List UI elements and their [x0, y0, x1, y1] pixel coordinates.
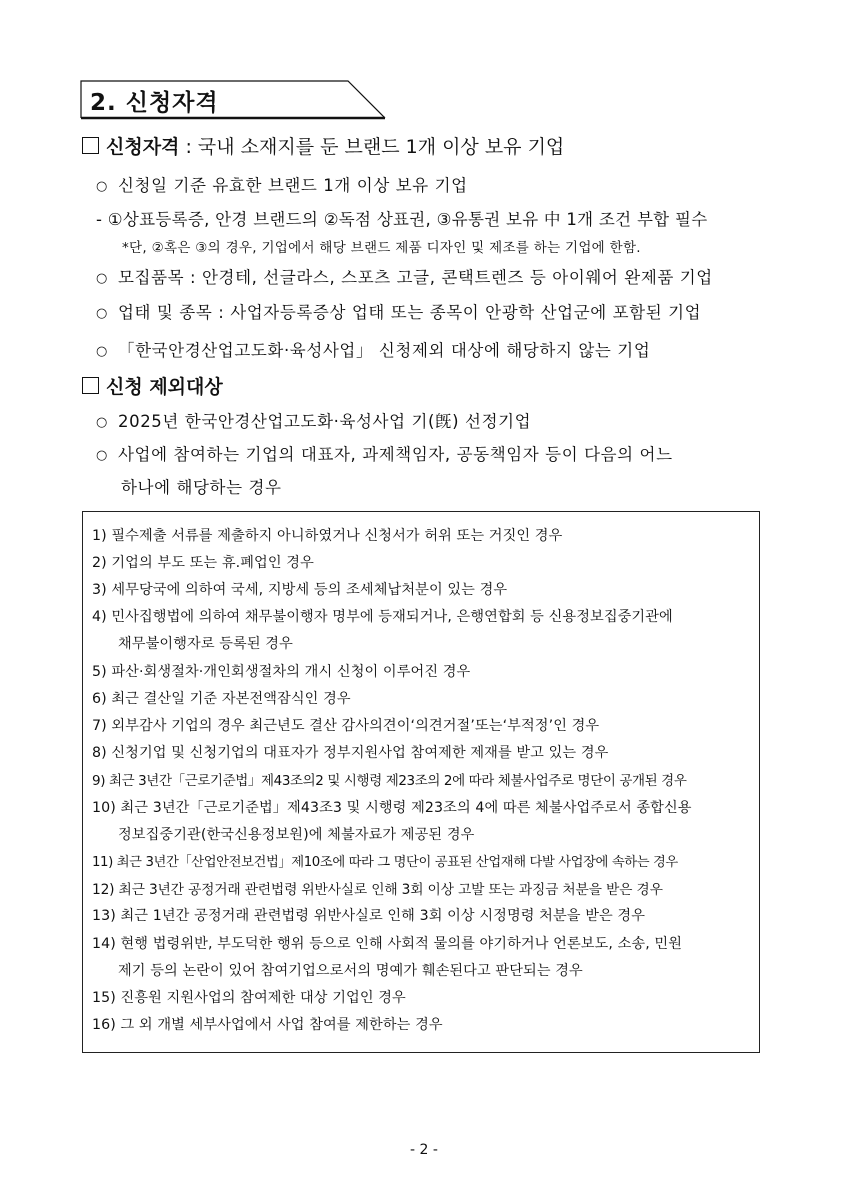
exclusion-case: 4) 민사집행법에 의하여 채무불이행자 명부에 등재되거나, 은행연합회 등 신용정보집중기관에 [92, 609, 673, 625]
exclusion-case: 7) 외부감사 기업의 경우 최근년도 결산 감사의견이‘의견거절’또는‘부적정’인 경우 [92, 718, 600, 734]
exclusion-case: 8) 신청기업 및 신청기업의 대표자가 정부지원사업 참여제한 제재를 받고 있는 경우 [92, 745, 609, 761]
exclusion-item-text: 사업에 참여하는 기업의 대표자, 과제책임자, 공동책임자 등이 다음의 어느 [118, 445, 673, 464]
eligibility-heading [82, 132, 564, 159]
eligibility-item [96, 299, 701, 323]
circle-bullet-icon: ○ [96, 306, 108, 321]
exclusion-item-continuation: 하나에 해당하는 경우 [121, 478, 282, 497]
exclusion-case: 15) 진흥원 지원사업의 참여제한 대상 기업인 경우 [92, 990, 406, 1006]
exclusion-item-text: 2025년 한국안경산업고도화·육성사업 기(旣) 선정기업 [118, 412, 532, 431]
checkbox-square-icon [82, 377, 99, 394]
exclusion-case: 10) 최근 3년간「근로기준법」제43조3 및 시행령 제23조의 4에 따른 체불사업주로서 종합신용 [92, 800, 692, 816]
exclusion-case: 9) 최근 3년간「근로기준법」제43조의2 및 시행령 제23조의 2에 따라 체불사업주로 명단이 공개된 경우 [92, 773, 687, 789]
eligibility-item-text: 신청일 기준 유효한 브랜드 1개 이상 보유 기업 [118, 176, 468, 195]
circle-bullet-icon: ○ [96, 271, 108, 286]
eligibility-item [96, 264, 713, 288]
circle-bullet-icon: ○ [96, 415, 108, 430]
exclusion-heading-label: 신청 제외대상 [106, 376, 223, 398]
eligibility-item [96, 172, 468, 196]
page-number: - 2 - [410, 1142, 438, 1158]
eligibility-item [96, 337, 650, 361]
exclusion-case: 13) 최근 1년간 공정거래 관련법령 위반사실로 인해 3회 이상 시정명령 처분을 받은 경우 [92, 908, 646, 924]
exclusion-case: 6) 최근 결산일 기준 자본전액잠식인 경우 [92, 691, 351, 707]
exclusion-item [96, 408, 531, 432]
eligibility-condition: - ①상표등록증, 안경 브랜드의 ②독점 상표권, ③유통권 보유 中 1개 조건 부합 필수 [96, 210, 708, 229]
section-title: 2. 신청자격 [90, 90, 219, 116]
exclusion-case-continuation: 정보집중기관(한국신용정보원)에 체불자료가 제공된 경우 [118, 827, 475, 843]
eligibility-heading-desc: : 국내 소재지를 둔 브랜드 1개 이상 보유 기업 [179, 136, 565, 158]
exclusion-item [96, 441, 673, 465]
circle-bullet-icon: ○ [96, 179, 108, 194]
exclusion-heading [82, 372, 223, 399]
circle-bullet-icon: ○ [96, 344, 108, 359]
exclusion-case: 3) 세무당국에 의하여 국세, 지방세 등의 조세체납처분이 있는 경우 [92, 582, 508, 598]
eligibility-item-text: 「한국안경산업고도화·육성사업」 신청제외 대상에 해당하지 않는 기업 [118, 341, 651, 360]
exclusion-case: 16) 그 외 개별 세부사업에서 사업 참여를 제한하는 경우 [92, 1017, 443, 1033]
exclusion-case-continuation: 제기 등의 논란이 있어 참여기업으로서의 명예가 훼손된다고 판단되는 경우 [118, 963, 583, 979]
eligibility-condition-note: *단, ②혹은 ③의 경우, 기업에서 해당 브랜드 제품 디자인 및 제조를 하는 기업에 한함. [122, 240, 641, 256]
exclusion-case: 12) 최근 3년간 공정거래 관련법령 위반사실로 인해 3회 이상 고발 또는 과징금 처분을 받은 경우 [92, 882, 663, 898]
eligibility-heading-label: 신청자격 [106, 136, 180, 158]
exclusion-case: 2) 기업의 부도 또는 휴.폐업인 경우 [92, 555, 314, 571]
circle-bullet-icon: ○ [96, 448, 108, 463]
exclusion-case: 1) 필수제출 서류를 제출하지 아니하였거나 신청서가 허위 또는 거짓인 경우 [92, 528, 563, 544]
eligibility-item-text: 모집품목 : 안경테, 선글라스, 스포츠 고글, 콘택트렌즈 등 아이웨어 완제품 기업 [118, 268, 713, 287]
exclusion-case: 11) 최근 3년간「산업안전보건법」제10조에 따라 그 명단이 공표된 산업재해 다발 사업장에 속하는 경우 [92, 855, 678, 870]
section-header-tab [80, 80, 390, 120]
exclusion-case-continuation: 채무불이행자로 등록된 경우 [118, 636, 293, 652]
checkbox-square-icon [82, 137, 99, 154]
exclusion-case: 5) 파산·회생절차·개인회생절차의 개시 신청이 이루어진 경우 [92, 664, 471, 680]
exclusion-case: 14) 현행 법령위반, 부도덕한 행위 등으로 인해 사회적 물의를 야기하거나 언론보도, 소송, 민원 [92, 936, 683, 952]
eligibility-item-text: 업태 및 종목 : 사업자등록증상 업태 또는 종목이 안광학 산업군에 포함된 기업 [118, 303, 702, 322]
